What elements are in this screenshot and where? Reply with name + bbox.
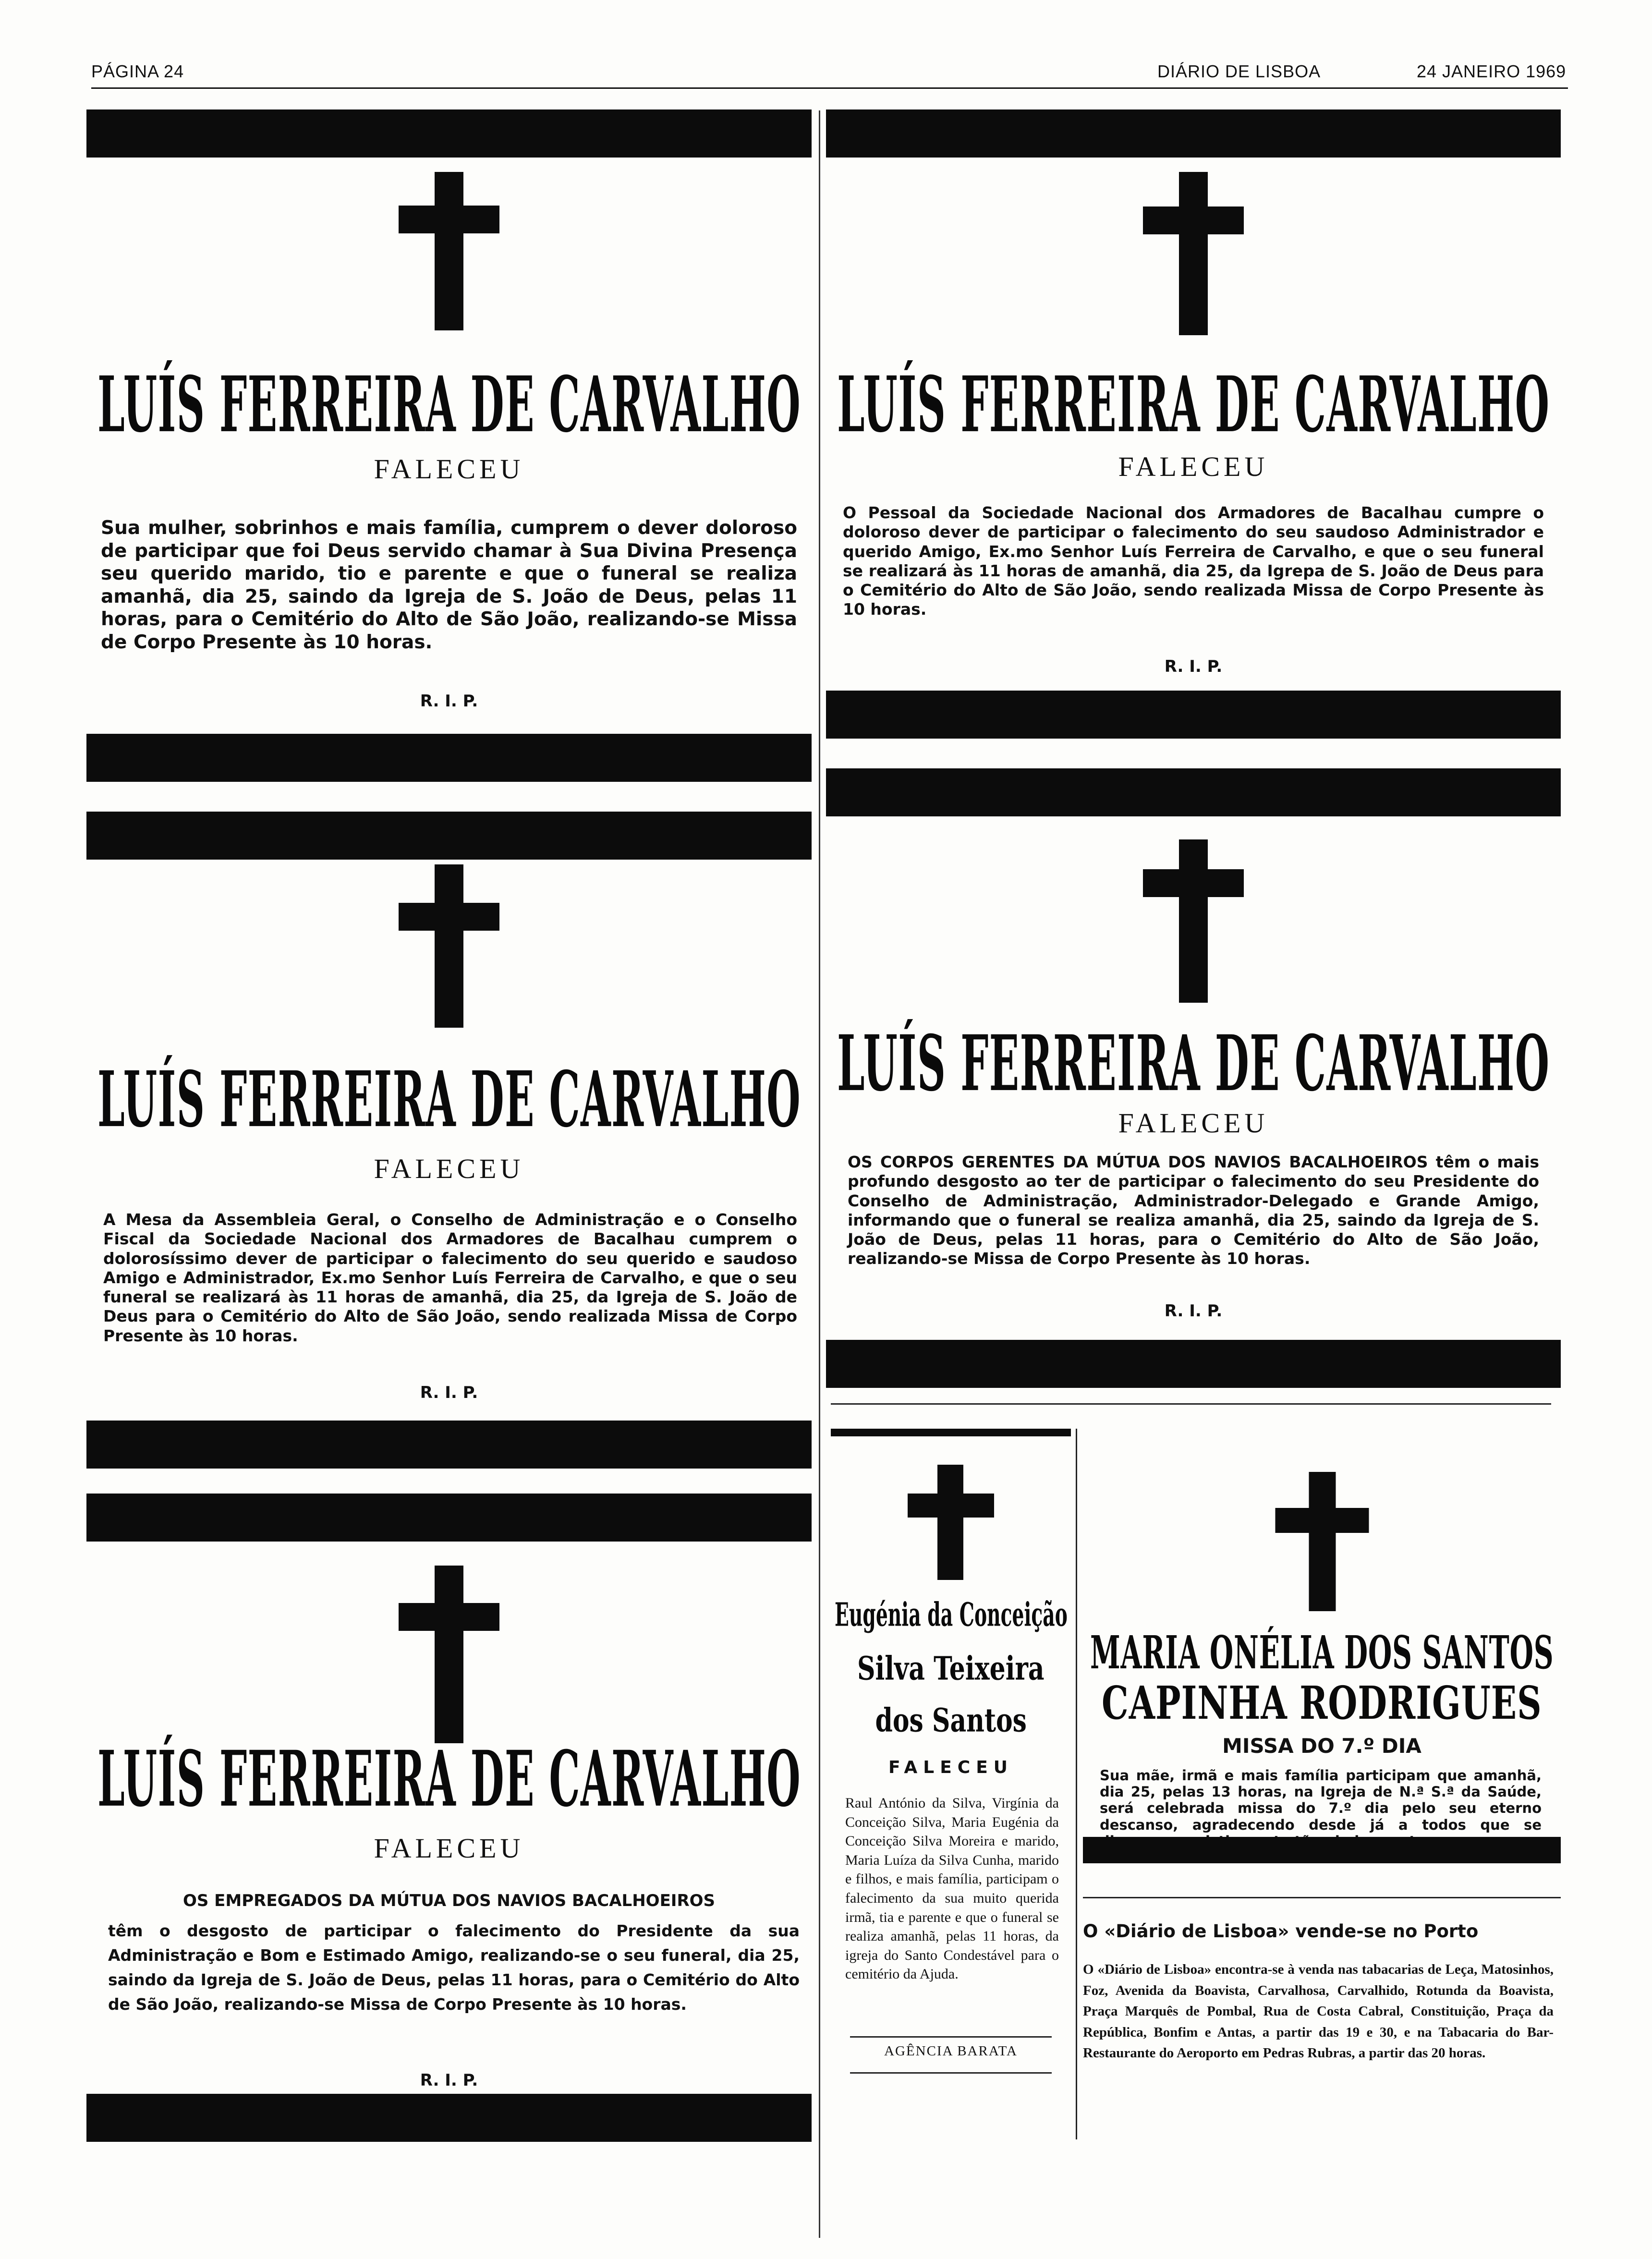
deceased-name: LUÍS FERREIRA DE CARVALHO — [97, 359, 801, 449]
notice-text: Sua mulher, sobrinhos e mais família, cumprem o dever doloroso de participar que foi Deus servido chamar à Sua Divina Presença seu querido marido, tio e parente e que o funeral se realiza amanhã, dia 25, saindo da Igreja de S. João de Deus, pelas 11 horas, para o Cemitério do Alto de São João, realizando-se Missa de Corpo Presente às 10 horas. — [101, 517, 797, 653]
notice-text: OS CORPOS GERENTES DA MÚTUA DOS NAVIOS BACALHOEIROS têm o mais profundo desgosto ao ter de participar o falecimento do seu Presidente do Conselho de Administração, Administrador-Delegado e Grande Amigo, informando que o funeral se realiza amanhã, dia 25, saindo da Igreja de S. João de Deus, pelas 11 horas, para o Cemitério do Alto de São João, realizando-se Missa de Corpo Presente às 10 horas. — [848, 1153, 1539, 1268]
obituary-notice-c — [86, 812, 812, 1450]
status-label: FALECEU — [1118, 1107, 1269, 1139]
cross-icon — [1143, 172, 1244, 335]
column-divider — [819, 110, 820, 2238]
obituary-notice-a — [86, 109, 812, 782]
deceased-name-line1: Eugénia da Conceição — [834, 1596, 1068, 1634]
divider-rule — [831, 1403, 1551, 1405]
cross-icon — [399, 172, 499, 330]
porto-title: O «Diário de Lisboa» vende-se no Porto — [1083, 1921, 1479, 1942]
funeral-agency: AGÊNCIA BARATA — [884, 2043, 1018, 2059]
cross-icon — [1275, 1472, 1369, 1611]
deceased-name-line1: MARIA ONÉLIA DOS SANTOS — [1090, 1626, 1554, 1680]
obituary-notice-b — [826, 109, 1561, 700]
deceased-name: LUÍS FERREIRA DE CARVALHO — [837, 1018, 1550, 1108]
header-rule — [91, 87, 1568, 89]
notice-heading: OS EMPREGADOS DA MÚTUA DOS NAVIOS BACALHOEIROS — [182, 1891, 716, 1910]
porto-sales-notice — [1083, 1909, 1561, 2159]
issue-date: 24 JANEIRO 1969 — [1417, 61, 1567, 81]
deceased-name-line2: CAPINHA RODRIGUES — [1102, 1676, 1542, 1730]
black-band-bottom-b — [826, 691, 1561, 739]
black-band-top — [86, 109, 812, 158]
cross-icon — [399, 864, 499, 1028]
porto-text: O «Diário de Lisboa» encontra-se à venda nas tabacarias de Leça, Matosinhos, Foz, Avenida da Boavista, Carvalhosa, Carvalhido, Rotunda da Boavista, Praça Marquês de Pombal, Rua de Costa Cabral, Constituição, Praça da República, Bonfim e Antas, a partir das 19 e 30, e na Tabacaria do Bar-Restaurante do Aeroporto em Pedras Rubras, a partir das 20 horas. — [1083, 1962, 1554, 2061]
page-number: PÁGINA 24 — [91, 61, 184, 81]
deceased-name: LUÍS FERREIRA DE CARVALHO — [837, 359, 1550, 449]
black-band-bottom — [826, 1340, 1561, 1388]
black-band-top — [831, 1429, 1071, 1436]
newspaper-name: DIÁRIO DE LISBOA — [1157, 61, 1321, 81]
black-band-top — [826, 109, 1561, 158]
rip-label: R. I. P. — [420, 2071, 478, 2090]
status-label: FALECEU — [888, 1758, 1014, 1777]
status-label: FALECEU — [374, 1833, 524, 1864]
notice-text: A Mesa da Assembleia Geral, o Conselho de Administração e o Conselho Fiscal da Sociedade Nacional dos Armadores de Bacalhau cumprem o dolorosíssimo dever de participar o falecimento do seu querido e saudoso Amigo e Administrador, Ex.mo Senhor Luís Ferreira de Carvalho, e que o seu funeral se realizará às 11 horas de amanhã, dia 25, da Igreja de S. João de Deus para o Cemitério do Alto de São João, sendo realizada Missa de Corpo Presente às 10 horas. — [103, 1210, 797, 1345]
cross-icon — [399, 1566, 499, 1743]
status-label: FALECEU — [374, 453, 524, 485]
obituary-notice-e — [86, 1494, 812, 2175]
divider-rule — [850, 2072, 1052, 2074]
deceased-name: LUÍS FERREIRA DE CARVALHO — [97, 1054, 801, 1144]
rip-label: R. I. P. — [420, 692, 478, 711]
black-band-bottom — [1083, 1837, 1561, 1863]
black-band-bottom — [86, 734, 812, 782]
cross-icon — [1143, 839, 1244, 1003]
notice-text: O Pessoal da Sociedade Nacional dos Armadores de Bacalhau cumpre o doloroso dever de participar o falecimento do seu saudoso Administrador e querido Amigo, Ex.mo Senhor Luís Ferreira de Carvalho, e que o seu funeral se realizará às 11 horas de amanhã, dia 25, da Igrepa de S. João de Deus para o Cemitério do Alto de São João, sendo realizada Missa de Corpo Presente às 10 horas. — [843, 503, 1544, 619]
rip-label: R. I. P. — [420, 1383, 478, 1402]
obituary-notice-d — [826, 768, 1561, 1373]
black-band-bottom — [86, 1421, 812, 1469]
status-label: FALECEU — [374, 1153, 524, 1184]
column-divider-small — [1076, 1429, 1077, 2139]
cross-icon — [908, 1465, 994, 1580]
mass-notice-g — [1083, 1429, 1561, 1875]
notice-text: Raul António da Silva, Virgínia da Conceição Silva, Maria Eugénia da Conceição Silva Moreira e marido, Maria Luíza da Silva Cunha, marido e filhos, e mais família, participam o falecimento da sua muito querida irmã, tia e parente e que o funeral se realiza amanhã, pelas 11 horas, da igreja do Santo Condestável para o cemitério da Ajuda. — [845, 1795, 1059, 1982]
notice-text: Sua mãe, irmã e mais família participam que amanhã, dia 25, pelas 13 horas, na Igreja de N.ª S.ª da Saúde, será celebrada missa do 7.º dia pelo seu eterno descanso, agradecendo desde já a todos que se — [1100, 1767, 1542, 1833]
rip-label: R. I. P. — [1164, 1301, 1223, 1321]
divider-rule — [1083, 1897, 1561, 1898]
black-band-bottom — [86, 2094, 812, 2142]
black-band-top — [86, 812, 812, 860]
notice-text: têm o desgosto de participar o falecimento do Presidente da sua Administração e Bom e Estimado Amigo, realizando-se o seu funeral, dia 25, saindo da Igreja de S. João de Deus, pelas 11 horas, para o Cemitério do Alto de São João, realizando-se Missa de Corpo Presente às 10 horas. — [108, 1921, 800, 2014]
deceased-name: LUÍS FERREIRA DE CARVALHO — [97, 1734, 801, 1824]
obituary-notice-f — [831, 1429, 1071, 2130]
black-band-top — [86, 1494, 812, 1542]
mass-subtitle: MISSA DO 7.º DIA — [1222, 1734, 1421, 1758]
deceased-name-line3: dos Santos — [875, 1701, 1027, 1740]
rip-label: R. I. P. — [1164, 657, 1223, 676]
divider-rule — [850, 2036, 1052, 2038]
deceased-name-line2: Silva Teixeira — [857, 1650, 1045, 1688]
black-band-top — [826, 768, 1561, 816]
status-label: FALECEU — [1118, 451, 1269, 482]
